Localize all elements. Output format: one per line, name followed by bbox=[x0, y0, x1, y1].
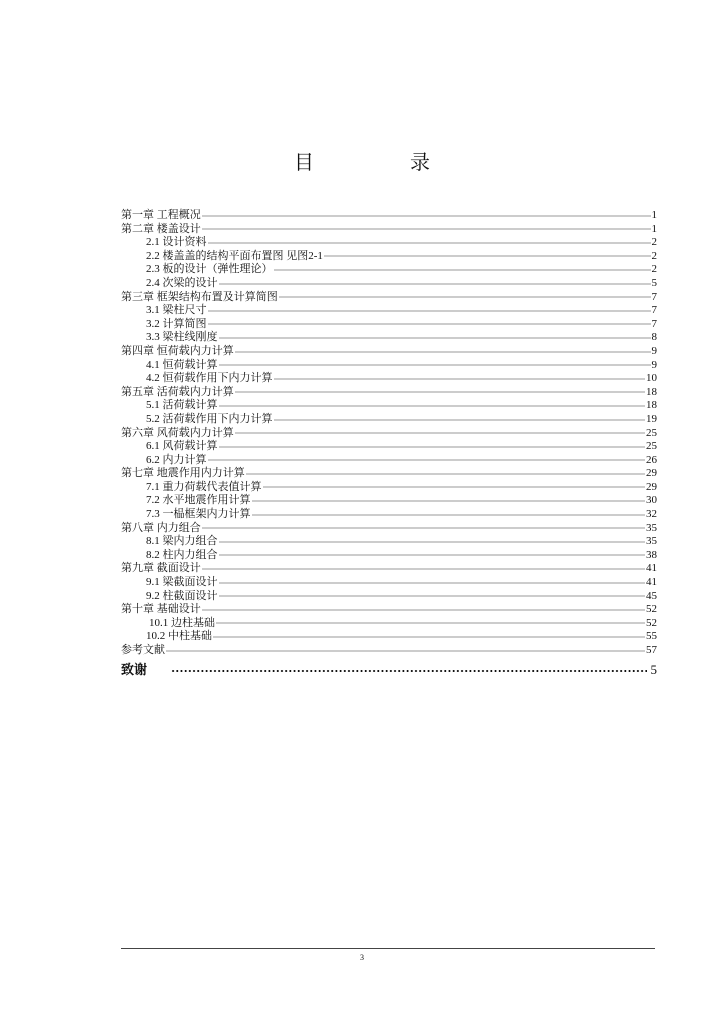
toc-entry-page: 52 bbox=[646, 616, 657, 629]
toc-entry-label: 第二章 楼盖设计 bbox=[121, 222, 201, 235]
toc-entry-label: 参考文献 bbox=[121, 644, 165, 656]
toc-entry-page: 2 bbox=[651, 263, 657, 276]
dot-leader bbox=[213, 632, 645, 640]
toc-entry[interactable] bbox=[121, 644, 657, 658]
toc-entry-page: 5 bbox=[650, 661, 657, 677]
toc-entry-label: 7.2 水平地震作用计算 bbox=[146, 494, 251, 507]
toc-entry-label: 2.4 次梁的设计 bbox=[146, 276, 218, 289]
toc-entry[interactable] bbox=[121, 562, 657, 576]
toc-entry-page: 26 bbox=[646, 453, 657, 466]
dot-leader bbox=[216, 619, 645, 627]
toc-entry[interactable] bbox=[121, 603, 657, 617]
dot-leader bbox=[235, 388, 645, 396]
dot-leader bbox=[274, 415, 646, 423]
toc-entry-page: 1 bbox=[651, 209, 657, 221]
toc-entry-page: 9 bbox=[651, 344, 657, 357]
dot-leader bbox=[252, 510, 646, 518]
toc-entry-label: 8.1 梁内力组合 bbox=[146, 535, 218, 548]
toc-entry-label: 9.2 柱截面设计 bbox=[146, 589, 218, 602]
toc-entry[interactable] bbox=[121, 659, 657, 681]
toc-entry-label: 2.3 板的设计（弹性理论） bbox=[146, 263, 273, 276]
toc-entry-page: 2 bbox=[651, 249, 657, 262]
toc-entry-label: 第六章 风荷载内力计算 bbox=[121, 426, 234, 439]
toc-entry-page: 30 bbox=[646, 494, 657, 507]
toc-entry-label: 第八章 内力组合 bbox=[121, 521, 201, 534]
toc-entry[interactable] bbox=[121, 522, 657, 536]
toc-entry[interactable] bbox=[121, 413, 657, 427]
toc-entry-page: 25 bbox=[646, 426, 657, 439]
toc-entry[interactable] bbox=[121, 359, 657, 373]
dot-leader bbox=[274, 265, 651, 273]
toc-entry[interactable] bbox=[121, 508, 657, 522]
toc-entry-page: 7 bbox=[651, 304, 657, 317]
dot-leader bbox=[219, 361, 651, 369]
toc-entry-label: 2.1 设计资料 bbox=[146, 236, 207, 249]
toc-entry-page: 45 bbox=[646, 589, 657, 602]
toc-entry-label: 3.3 梁柱线刚度 bbox=[146, 331, 218, 344]
toc-entry-page: 25 bbox=[646, 440, 657, 453]
toc-entry[interactable] bbox=[121, 318, 657, 332]
toc-entry-page: 41 bbox=[646, 576, 657, 589]
toc-entry-label: 5.2 活荷载作用下内力计算 bbox=[146, 412, 273, 425]
table-of-contents bbox=[121, 209, 657, 681]
toc-entry-page: 7 bbox=[651, 317, 657, 330]
toc-entry[interactable] bbox=[121, 250, 657, 264]
dot-leader bbox=[235, 347, 651, 355]
dot-leader bbox=[235, 429, 645, 437]
toc-entry[interactable] bbox=[121, 372, 657, 386]
toc-entry[interactable] bbox=[121, 345, 657, 359]
toc-entry-label: 2.2 楼盖盖的结构平面布置图 见图2-1 bbox=[146, 249, 323, 262]
dot-leader bbox=[171, 667, 646, 675]
toc-entry-page: 41 bbox=[646, 562, 657, 575]
toc-entry-label: 第四章 恒荷载内力计算 bbox=[121, 344, 234, 357]
toc-entry-label: 6.2 内力计算 bbox=[146, 453, 207, 466]
toc-entry-page: 7 bbox=[651, 290, 657, 303]
toc-entry[interactable] bbox=[121, 209, 657, 223]
toc-entry-page: 2 bbox=[651, 236, 657, 249]
dot-leader bbox=[219, 442, 646, 450]
toc-entry-label: 致谢 bbox=[121, 661, 148, 677]
toc-entry[interactable] bbox=[121, 399, 657, 413]
dot-leader bbox=[279, 293, 651, 301]
toc-entry-page: 18 bbox=[646, 399, 657, 412]
toc-entry[interactable] bbox=[121, 576, 657, 590]
toc-entry-label: 5.1 活荷载计算 bbox=[146, 399, 218, 412]
toc-entry-page: 57 bbox=[646, 644, 657, 656]
toc-entry[interactable] bbox=[121, 617, 657, 631]
toc-entry-label: 第三章 框架结构布置及计算简图 bbox=[121, 290, 278, 303]
toc-entry-label: 4.2 恒荷载作用下内力计算 bbox=[146, 372, 273, 385]
dot-leader bbox=[202, 564, 645, 572]
toc-entry[interactable] bbox=[121, 304, 657, 318]
dot-leader bbox=[219, 401, 646, 409]
dot-leader bbox=[219, 333, 651, 341]
toc-entry-page: 9 bbox=[651, 358, 657, 371]
toc-entry-label: 3.1 梁柱尺寸 bbox=[146, 304, 207, 317]
toc-entry[interactable] bbox=[121, 236, 657, 250]
dot-leader bbox=[219, 279, 651, 287]
toc-entry-page: 32 bbox=[646, 508, 657, 521]
dot-leader bbox=[263, 483, 646, 491]
toc-entry-label: 第一章 工程概况 bbox=[121, 209, 201, 221]
toc-entry-label: 9.1 梁截面设计 bbox=[146, 576, 218, 589]
dot-leader bbox=[324, 252, 651, 260]
toc-entry[interactable] bbox=[121, 481, 657, 495]
dot-leader bbox=[252, 496, 646, 504]
toc-entry-label: 第七章 地震作用内力计算 bbox=[121, 467, 245, 480]
toc-entry-label: 7.1 重力荷载代表值计算 bbox=[146, 480, 262, 493]
page-number: 3 bbox=[360, 953, 364, 962]
toc-entry-page: 35 bbox=[646, 535, 657, 548]
dot-leader bbox=[219, 537, 646, 545]
toc-entry-label: 第五章 活荷载内力计算 bbox=[121, 385, 234, 398]
toc-entry[interactable] bbox=[121, 263, 657, 277]
toc-entry[interactable] bbox=[121, 467, 657, 481]
toc-entry-page: 8 bbox=[651, 331, 657, 344]
toc-entry-page: 5 bbox=[651, 276, 657, 289]
dot-leader bbox=[202, 211, 651, 219]
toc-entry[interactable] bbox=[121, 590, 657, 604]
dot-leader bbox=[274, 374, 646, 382]
toc-entry-label: 10.2 中柱基础 bbox=[146, 630, 212, 643]
toc-entry[interactable] bbox=[121, 454, 657, 468]
toc-entry-label: 4.1 恒荷载计算 bbox=[146, 358, 218, 371]
footer-divider bbox=[121, 948, 655, 949]
dot-leader bbox=[219, 578, 646, 586]
dot-leader bbox=[202, 524, 645, 532]
toc-entry-page: 19 bbox=[646, 412, 657, 425]
toc-entry-page: 10 bbox=[646, 372, 657, 385]
toc-entry[interactable] bbox=[121, 427, 657, 441]
dot-leader bbox=[202, 225, 651, 233]
toc-entry[interactable] bbox=[121, 440, 657, 454]
toc-entry-label: 6.1 风荷载计算 bbox=[146, 440, 218, 453]
toc-entry-label: 10.1 边柱基础 bbox=[149, 616, 215, 629]
toc-entry-page: 52 bbox=[646, 603, 657, 616]
toc-entry-page: 29 bbox=[646, 480, 657, 493]
toc-entry[interactable] bbox=[121, 223, 657, 237]
toc-entry-page: 18 bbox=[646, 385, 657, 398]
toc-entry[interactable] bbox=[121, 549, 657, 563]
dot-leader bbox=[246, 469, 645, 477]
toc-entry[interactable] bbox=[121, 277, 657, 291]
toc-entry-label: 7.3 一榀框架内力计算 bbox=[146, 508, 251, 521]
toc-entry[interactable] bbox=[121, 494, 657, 508]
dot-leader bbox=[202, 605, 645, 613]
toc-entry[interactable] bbox=[121, 386, 657, 400]
toc-entry-page: 35 bbox=[646, 521, 657, 534]
toc-title: 目 录 bbox=[294, 150, 468, 174]
dot-leader bbox=[166, 646, 645, 654]
toc-entry[interactable] bbox=[121, 535, 657, 549]
dot-leader bbox=[208, 238, 651, 246]
toc-entry-page: 1 bbox=[651, 222, 657, 235]
dot-leader bbox=[208, 456, 646, 464]
toc-entry-label: 第十章 基础设计 bbox=[121, 603, 201, 616]
toc-entry[interactable] bbox=[121, 291, 657, 305]
dot-leader bbox=[219, 592, 646, 600]
toc-entry-label: 8.2 柱内力组合 bbox=[146, 548, 218, 561]
toc-entry[interactable] bbox=[121, 630, 657, 644]
dot-leader bbox=[208, 306, 651, 314]
toc-entry-page: 38 bbox=[646, 548, 657, 561]
dot-leader bbox=[219, 551, 646, 559]
toc-entry-label: 第九章 截面设计 bbox=[121, 562, 201, 575]
toc-entry[interactable] bbox=[121, 331, 657, 345]
toc-entry-page: 29 bbox=[646, 467, 657, 480]
dot-leader bbox=[208, 320, 651, 328]
toc-entry-label: 3.2 计算简图 bbox=[146, 317, 207, 330]
toc-entry-page: 55 bbox=[646, 630, 657, 643]
